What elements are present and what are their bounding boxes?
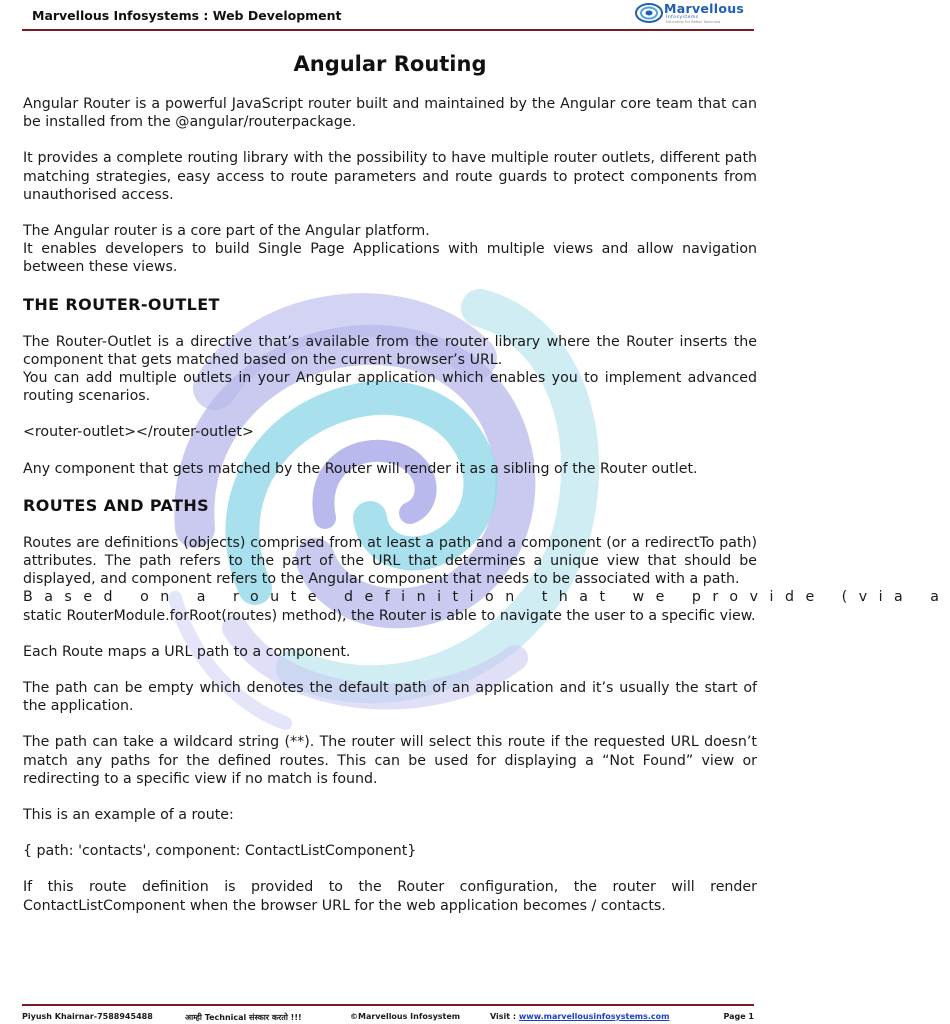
document-body [23, 50, 950, 933]
routes-paragraph-6: This is an example of a route: [23, 807, 234, 824]
footer-author: Piyush Khairnar-7588945488 [22, 1012, 153, 1021]
intro-paragraph-2: It provides a complete routing library with the possibility to have multiple router outlets, different path matching strategies, easy access to route parameters and route guards to protect components from unauthorised access. [23, 150, 757, 203]
header-rule [22, 29, 754, 31]
platform-line-1: The Angular router is a core part of the Angular platform. [23, 223, 430, 240]
router-outlet-line-1: The Router-Outlet is a directive that’s available from the router library where the Router inserts the component that gets matched based on the current browser’s URL. [23, 333, 757, 368]
header-title: Marvellous Infosystems : Web Development [32, 8, 342, 23]
router-outlet-paragraph-2: Any component that gets matched by the Router will render it as a sibling of the Router outlet. [23, 460, 698, 477]
footer-website-link[interactable]: www.marvellousinfosystems.com [518, 1012, 670, 1021]
routes-heading: ROUTES AND PATHS [23, 495, 210, 515]
platform-line-2: It enables developers to build Single Page Applications with multiple views and allow navigation between these views. [23, 241, 757, 276]
footer-visit [490, 1012, 669, 1021]
page-footer [22, 1012, 754, 1024]
footer-visit-label: Visit : [490, 1012, 517, 1021]
routes-paragraph-7: If this route definition is provided to the Router configuration, the router will render ContactListComponent when the browser URL for the web application becomes / contacts. [23, 879, 757, 914]
footer-slogan: आम्ही Technical संस्कार करतो !!! [185, 1013, 302, 1022]
routes-paragraph-4: The path can be empty which denotes the default path of an application and it’s usually the start of the application. [23, 680, 757, 715]
router-outlet-line-2: You can add multiple outlets in your Angular application which enables you to implement advanced routing scenarios. [23, 370, 757, 405]
platform-paragraph [23, 222, 757, 277]
routes-paragraph-5: The path can take a wildcard string (**). The router will select this route if the requested URL doesn’t match any paths for the defined routes. This can be used for displaying a “Not Found” view or redirecting to a specific view if no match is found. [23, 734, 757, 787]
routes-paragraph-1: Routes are definitions (objects) comprised from at least a path and a component (or a redirectTo path) attributes. The path refers to the part of the URL that determines a unique view that should be displayed, and component refers to the Angular component that needs to be associated with a path. [23, 534, 757, 588]
route-code-example: { path: 'contacts', component: ContactListComponent} [23, 843, 417, 860]
footer-page-number: Page 1 [723, 1012, 754, 1021]
intro-paragraph-1: Angular Router is a powerful JavaScript router built and maintained by the Angular core team that can be installed from the @angular/routerpackage. [23, 96, 757, 131]
footer-copyright: ©Marvellous Infosystem [350, 1012, 461, 1021]
router-outlet-paragraph-1 [23, 333, 757, 406]
router-outlet-code: <router-outlet></router-outlet> [23, 424, 254, 441]
page-header [22, 0, 754, 31]
logo-name: Marvellous [664, 1, 745, 16]
footer-rule [22, 1004, 754, 1006]
logo-subtitle: Infosystems [666, 15, 699, 20]
company-logo [634, 1, 754, 25]
page-title: Angular Routing [293, 52, 487, 76]
logo-tagline: Educating For Better Tomorrow [666, 20, 721, 24]
routes-paragraph-2-spaced: Based on a route definition that we provide (via a [23, 589, 950, 606]
routes-paragraph-3: Each Route maps a URL path to a component. [23, 643, 351, 660]
routes-paragraph-2-rest: static RouterModule.forRoot(routes) method), the Router is able to navigate the user to a specific view. [23, 607, 756, 624]
logo-swirl-icon [634, 1, 664, 25]
router-outlet-heading: THE ROUTER-OUTLET [23, 294, 220, 314]
